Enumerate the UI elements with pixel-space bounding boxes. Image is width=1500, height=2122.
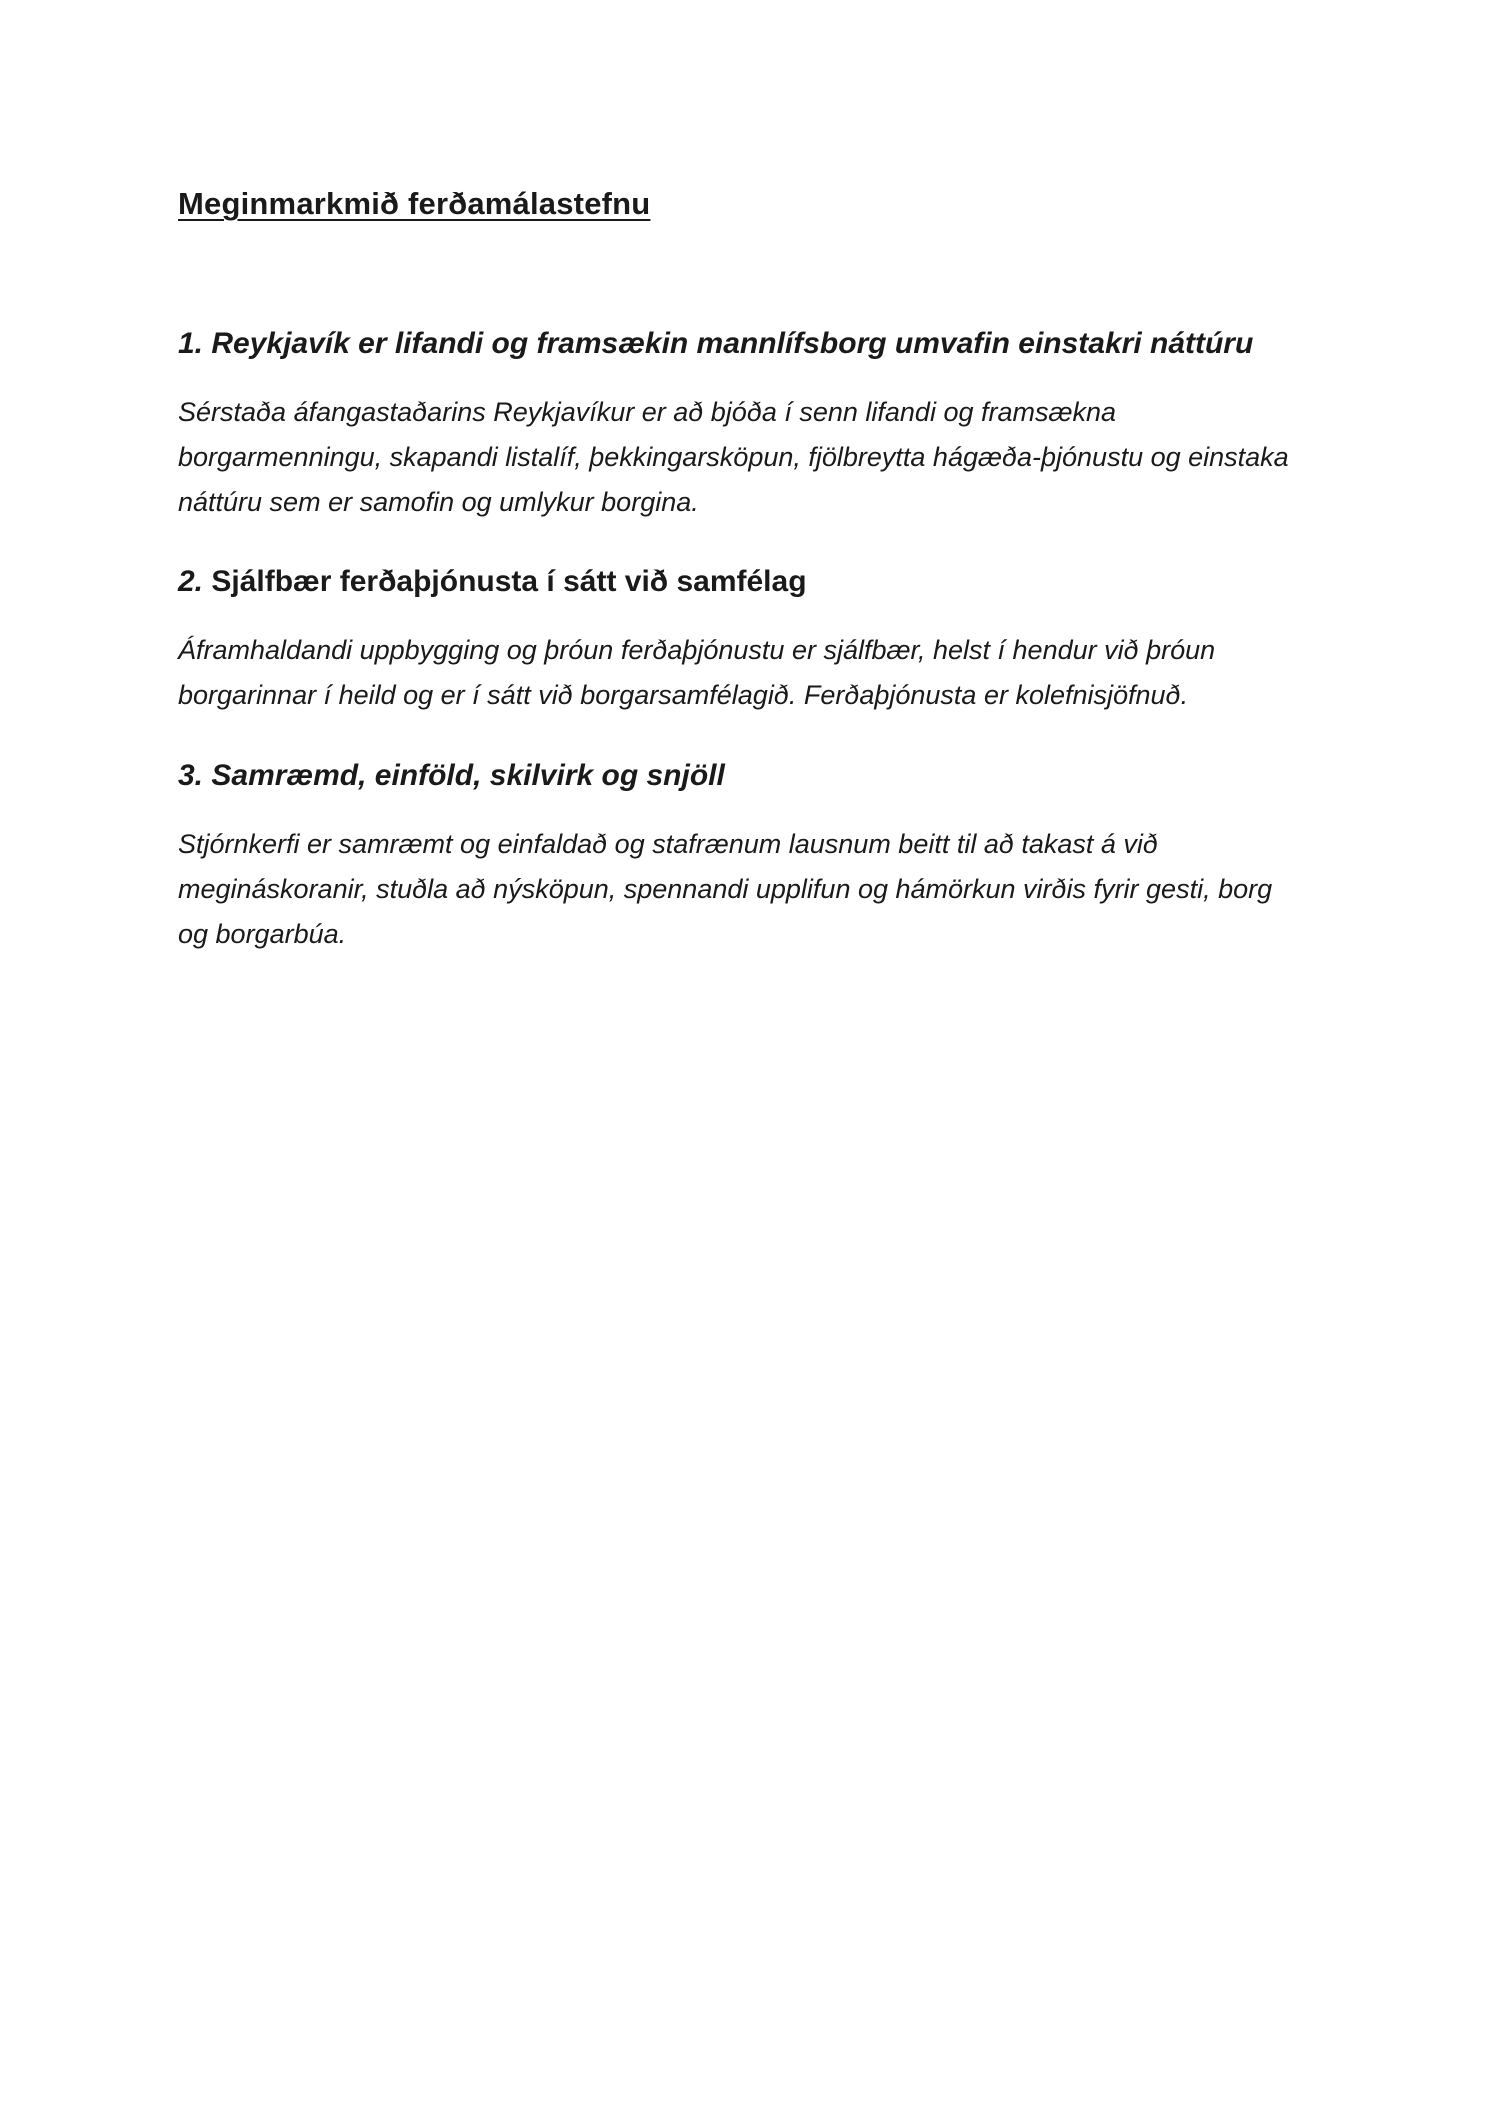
section-3-body: Stjórnkerfi er samræmt og einfaldað og stafrænum lausnum beitt til að takast á við megináskoranir, stuðla að nýsköpun, spennandi upplifun og hámörkun virðis fyrir gesti, borg og borgarbúa.: [178, 829, 1273, 949]
section-1-body: Sérstaða áfangastaðarins Reykjavíkur er að bjóða í senn lifandi og framsækna borgarmenningu, skapandi listalíf, þekkingarsköpun, fjölbreytta hágæða-þjónustu og einstaka náttúru sem er samofin og umlykur borgina.: [178, 397, 1289, 517]
section-2-heading: [178, 558, 1324, 606]
section-2-number: 2.: [178, 565, 204, 599]
section-3-title: Samræmd, einföld, skilvirk og snjöll: [211, 759, 725, 793]
section-3-number: 3.: [178, 759, 204, 793]
section-1-heading: [178, 320, 1324, 368]
section-1-title: Reykjavík er lifandi og framsækin mannlífsborg umvafin einstakri náttúru: [211, 327, 1254, 360]
section-1: [178, 320, 1324, 524]
section-3-heading: [178, 752, 1324, 800]
page-title: Meginmarkmið ferðamálastefnu: [178, 186, 651, 221]
section-2-title: Sjálfbær ferðaþjónusta í sátt við samfélag: [211, 565, 807, 599]
section-2-body: Áframhaldandi uppbygging og þróun ferðaþjónustu er sjálfbær, helst í hendur við þróun borgarinnar í heild og er í sátt við borgarsamfélagið. Ferðaþjónusta er kolefnisjöfnuð.: [178, 635, 1216, 711]
section-1-number: 1.: [178, 327, 204, 360]
section-2: [178, 558, 1324, 718]
section-3: [178, 752, 1324, 956]
